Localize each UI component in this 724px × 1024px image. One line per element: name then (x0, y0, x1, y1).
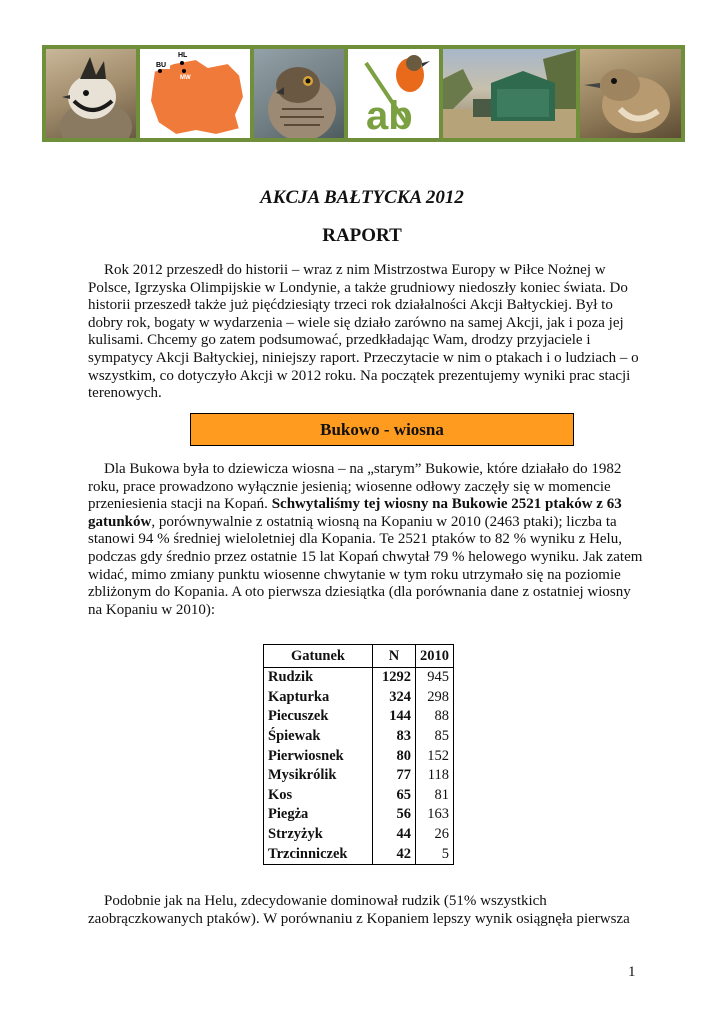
bukowo-text-bold: Schwytaliśmy tej wiosny na Bukowie 2521 ptaków z 63 gatunków (88, 496, 622, 530)
species-count-cell: 56 (373, 805, 416, 825)
species-name-cell: Mysikrólik (264, 766, 373, 786)
logo-text: ab (366, 94, 414, 138)
page-number: 1 (628, 964, 636, 980)
species-name-cell: Strzyżyk (264, 825, 373, 845)
species-2010-cell: 163 (416, 805, 454, 825)
warbler-photo (580, 49, 681, 138)
species-name-cell: Piecuszek (264, 707, 373, 727)
table-row (264, 688, 454, 708)
species-2010-cell: 81 (416, 786, 454, 806)
table-row (264, 844, 454, 864)
field-station-photo (443, 49, 576, 138)
species-name-cell: Piegża (264, 805, 373, 825)
dominance-text: Podobnie jak na Helu, zdecydowanie dominował rudzik (51% wszystkich zaobrączkowanych ptaków). W porównaniu z Kopaniem lepszy wynik osiągnęła pierwsza (88, 893, 630, 927)
crested-tit-photo (46, 49, 136, 138)
species-count-cell: 80 (373, 746, 416, 766)
species-2010-cell: 945 (416, 668, 454, 688)
section-heading: Bukowo - wiosna (320, 419, 444, 439)
ab-logo (348, 49, 438, 138)
species-2010-cell: 152 (416, 746, 454, 766)
map-label-bu: BU (156, 62, 167, 69)
species-2010-cell: 298 (416, 688, 454, 708)
table-row (264, 746, 454, 766)
header-banner (42, 45, 685, 142)
species-name-cell: Kos (264, 786, 373, 806)
species-name-cell: Kapturka (264, 688, 373, 708)
species-2010-cell: 118 (416, 766, 454, 786)
species-2010-cell: 85 (416, 727, 454, 747)
header-2010: 2010 (416, 645, 454, 668)
species-name-cell: Rudzik (264, 668, 373, 688)
header-n: N (373, 645, 416, 668)
table-row (264, 727, 454, 747)
report-subtitle: RAPORT (322, 225, 402, 246)
bukowo-text-1: Dla Bukowa była to dziewicza wiosna – na „starym” Bukowie, które działało do 1982 roku, prace prowadzono wyłącznie jesienią; wiosenne odłowy zaczęły się w momencie przeniesienia stacji na Kopań. (88, 461, 622, 513)
species-count-cell: 44 (373, 825, 416, 845)
table-row (264, 766, 454, 786)
hawk-photo (254, 49, 344, 138)
species-name-cell: Śpiewak (264, 727, 373, 747)
bukowo-text-2: , porównywalnie z ostatnią wiosną na Kopaniu w 2010 (2463 ptaki); liczba ta stanowi 94 % średniej wieloletniej dla Kopania. Te 2521 ptaków to 82 % wyniku z Helu, podczas gdy średnio przez ostatnie 15 lat Kopań chwytał 79 % helowego wyniku. Jak zatem widać, mimo zmiany punktu wiosenne chwytanie w tym roku utrzymało się na poziomie zbliżonym do Kopania. A oto pierwsza dziesiątka (dla porównania dane z ostatniej wiosny na Kopaniu w 2010): (88, 513, 643, 618)
species-name-cell: Trzcinniczek (264, 844, 373, 864)
poland-map (140, 49, 250, 138)
map-label-mw: MW (180, 75, 191, 81)
species-count-cell: 83 (373, 727, 416, 747)
dominance-paragraph (88, 893, 648, 928)
report-title: AKCJA BAŁTYCKA 2012 (260, 187, 464, 208)
table-row (264, 707, 454, 727)
species-2010-cell: 5 (416, 844, 454, 864)
species-2010-cell: 26 (416, 825, 454, 845)
table-header-row (264, 645, 454, 668)
intro-paragraph (88, 262, 648, 403)
bukowo-paragraph (88, 461, 648, 619)
map-label-hl: HL (178, 52, 188, 59)
species-count-cell: 42 (373, 844, 416, 864)
section-heading-box (190, 413, 574, 446)
species-count-cell: 65 (373, 786, 416, 806)
species-count-cell: 1292 (373, 668, 416, 688)
header-gatunek: Gatunek (264, 645, 373, 668)
species-table (263, 644, 454, 865)
species-count-cell: 324 (373, 688, 416, 708)
species-count-cell: 144 (373, 707, 416, 727)
species-2010-cell: 88 (416, 707, 454, 727)
table-row (264, 825, 454, 845)
table-row (264, 805, 454, 825)
table-row (264, 786, 454, 806)
table-row (264, 668, 454, 688)
species-count-cell: 77 (373, 766, 416, 786)
species-name-cell: Pierwiosnek (264, 746, 373, 766)
intro-text: Rok 2012 przeszedł do historii – wraz z nim Mistrzostwa Europy w Piłce Nożnej w Polsce, Igrzyska Olimpijskie w Londynie, a także grudniowy niedoszły koniec świata. Do historii przeszedł także już pięćdziesiąty trzeci rok działalności Akcji Bałtyckiej. Był to dobry rok, bogaty w wydarzenia – wiele się działo zarówno na samej Akcji, jak i poza jej kulisami. Chcemy go zatem podsumować, przedkładając Wam, drodzy przyjaciele i sympatycy Akcji Bałtyckiej, niniejszy raport. Przeczytacie w nim o ptakach i o ludziach – o wszystkim, co dotyczyło Akcji w 2012 roku. Na początek prezentujemy wyniki prac stacji terenowych. (88, 262, 639, 402)
